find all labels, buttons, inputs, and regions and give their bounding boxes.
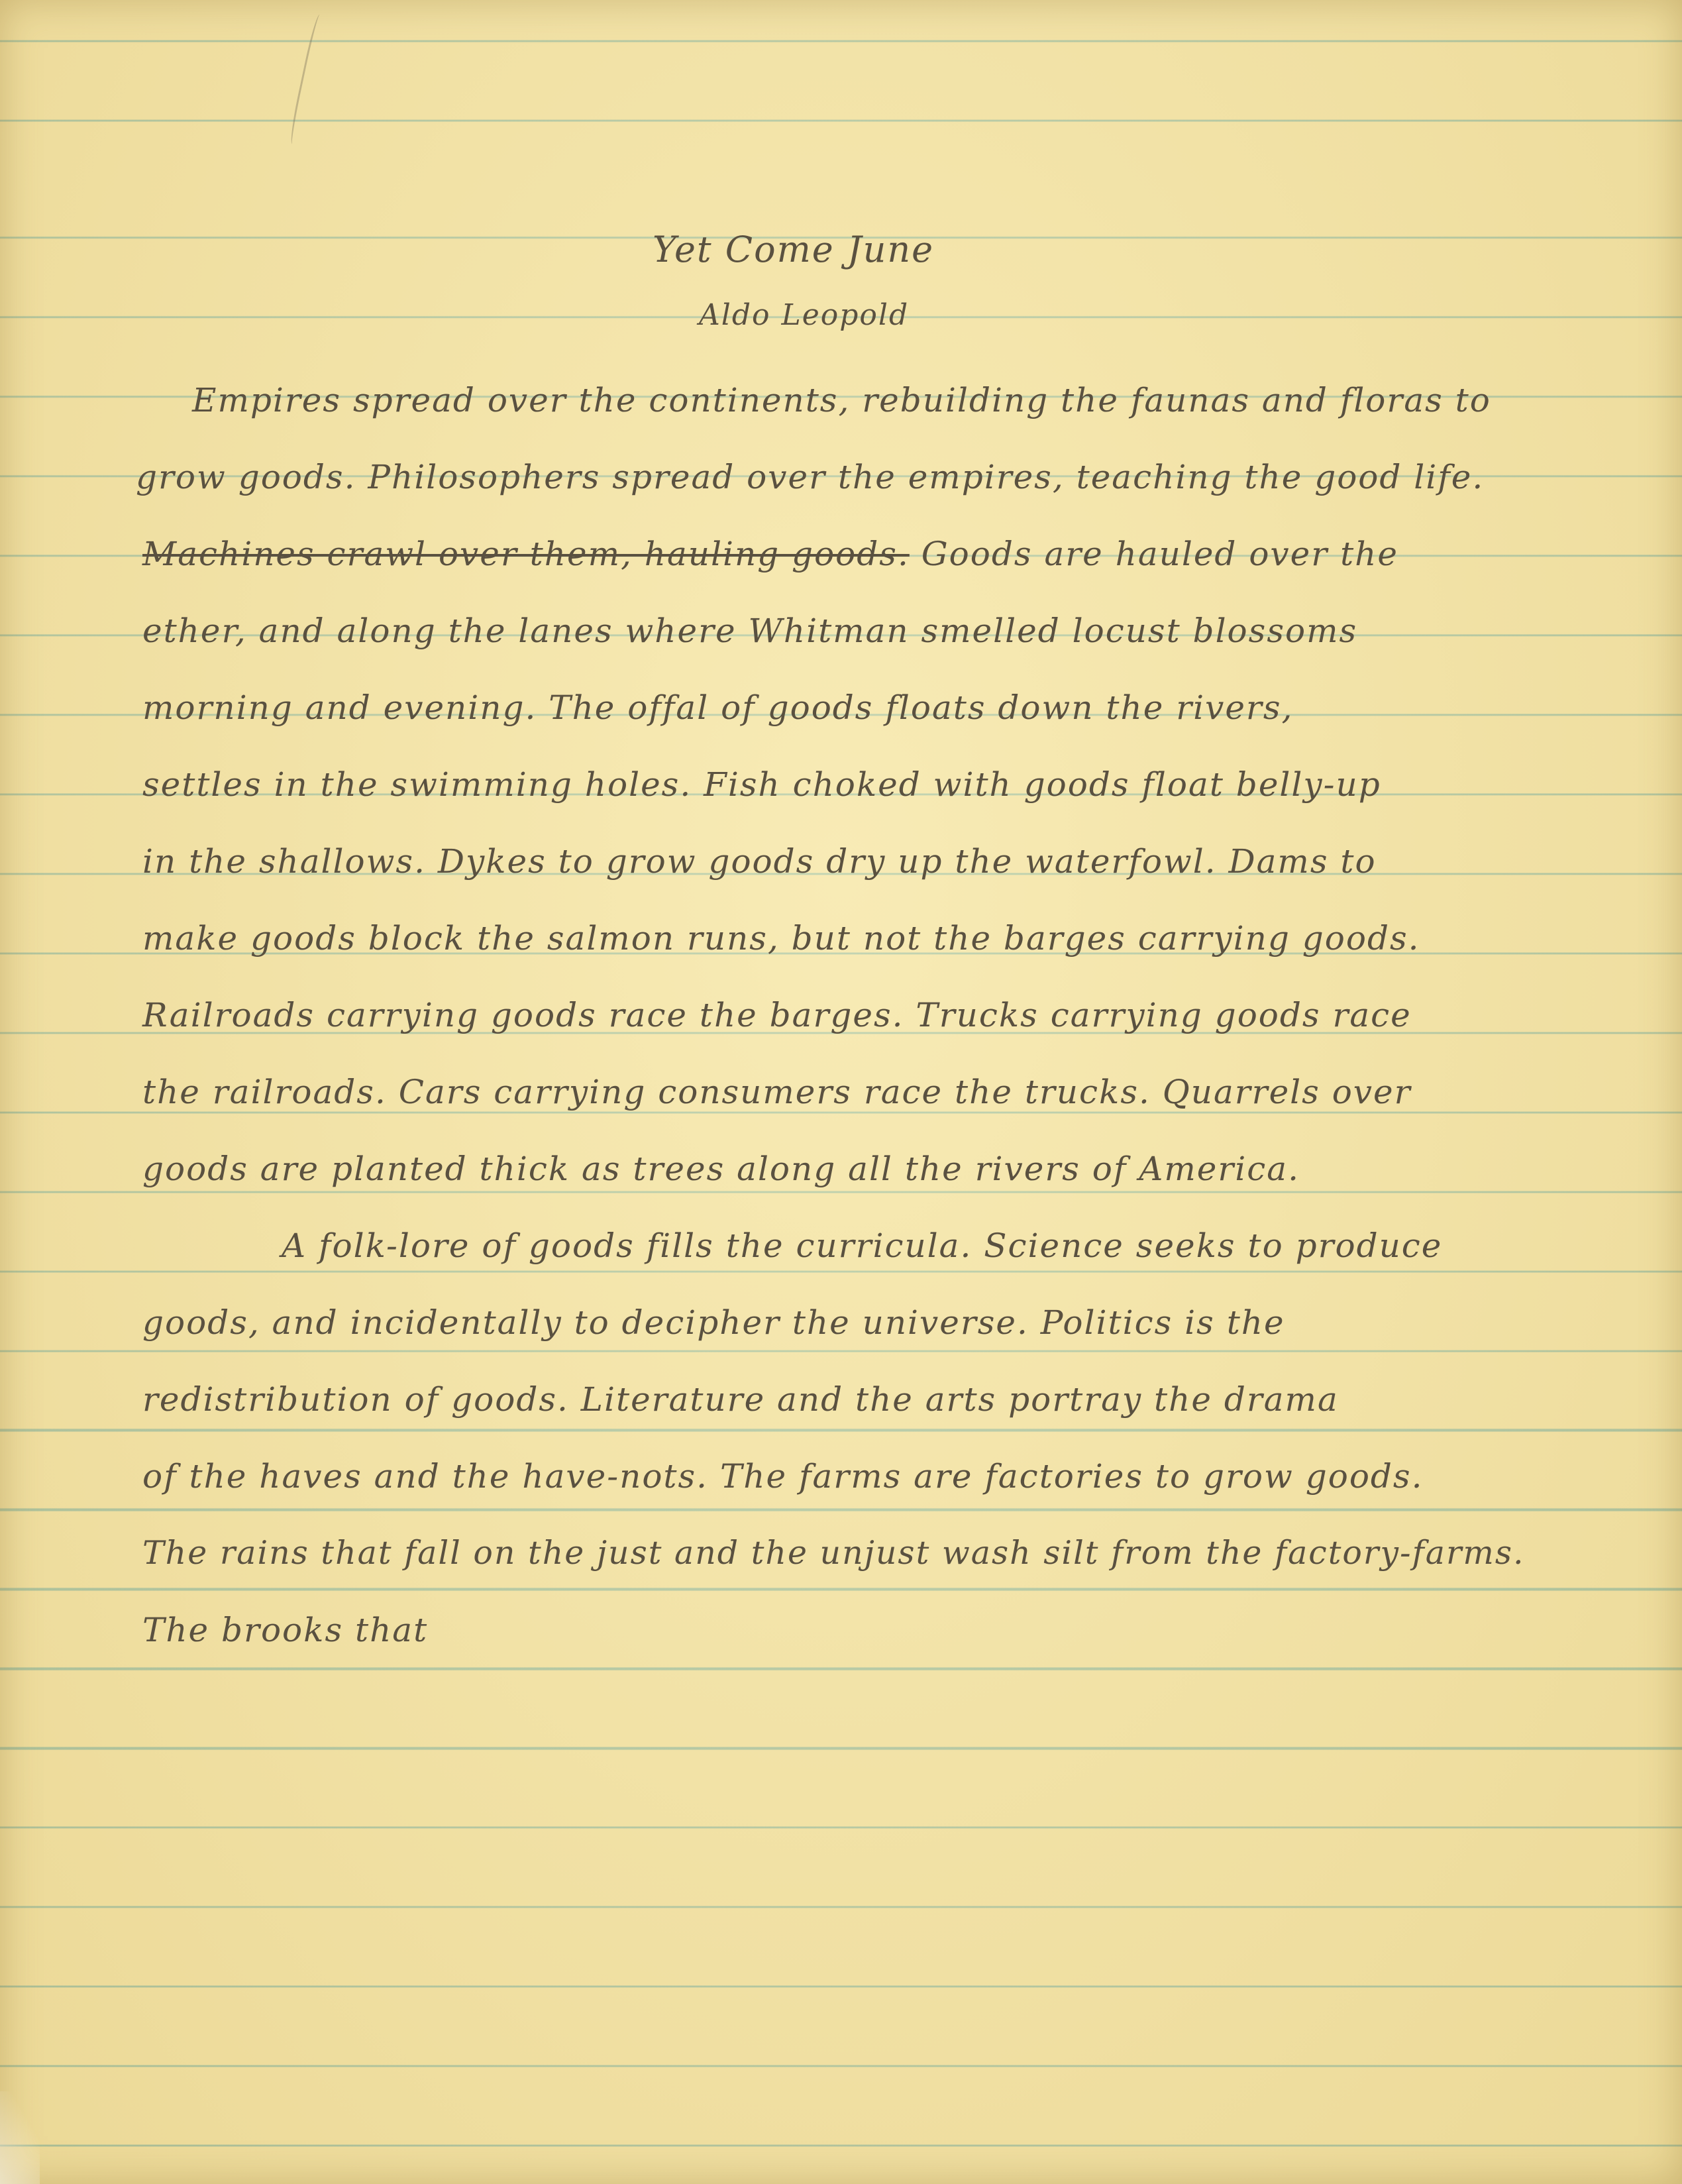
manuscript-line-14: redistribution of goods. Literature and the arts portray the drama: [142, 1380, 1339, 1419]
manuscript-line-16: The rains that fall on the just and the unjust wash silt from the factory-farms.: [142, 1534, 1525, 1572]
manuscript-line-10: the railroads. Cars carrying consumers race the trucks. Quarrels over: [142, 1073, 1412, 1111]
manuscript-line-6: settles in the swimming holes. Fish choked with goods float belly-up: [142, 765, 1381, 804]
manuscript-line-13: goods, and incidentally to decipher the universe. Politics is the: [142, 1303, 1285, 1342]
manuscript-line-7: in the shallows. Dykes to grow goods dry up the waterfowl. Dams to: [142, 842, 1377, 881]
manuscript-line-17: The brooks that: [142, 1611, 429, 1649]
manuscript-line-8: make goods block the salmon runs, but not the barges carrying goods.: [142, 919, 1420, 957]
manuscript-line-2: grow goods. Philosophers spread over the empires, teaching the good life.: [136, 458, 1485, 496]
manuscript-line-4: ether, and along the lanes where Whitman smelled locust blossoms: [142, 612, 1358, 650]
pencil-stray-mark: [288, 13, 326, 145]
document-author: Aldo Leopold: [699, 298, 910, 332]
manuscript-line-11: goods are planted thick as trees along all the rivers of America.: [142, 1150, 1300, 1188]
manuscript-line-5: morning and evening. The offal of goods floats down the rivers,: [142, 688, 1294, 727]
manuscript-line-12: A folk-lore of goods fills the curricula. Science seeks to produce: [282, 1227, 1443, 1265]
manuscript-line-9: Railroads carrying goods race the barges. Trucks carrying goods race: [142, 996, 1412, 1034]
document-title: Yet Come June: [653, 229, 935, 270]
paper-folded-corner: [0, 2091, 40, 2184]
line-3-continuation: Goods are hauled over the: [909, 535, 1398, 573]
struck-out-phrase: Machines crawl over them, hauling goods.: [142, 535, 910, 573]
manuscript-line-15: of the haves and the have-nots. The farms are factories to grow goods.: [142, 1457, 1424, 1496]
manuscript-line-1: Empires spread over the continents, rebuilding the faunas and floras to: [192, 381, 1491, 419]
manuscript-line-3: [142, 534, 1398, 574]
